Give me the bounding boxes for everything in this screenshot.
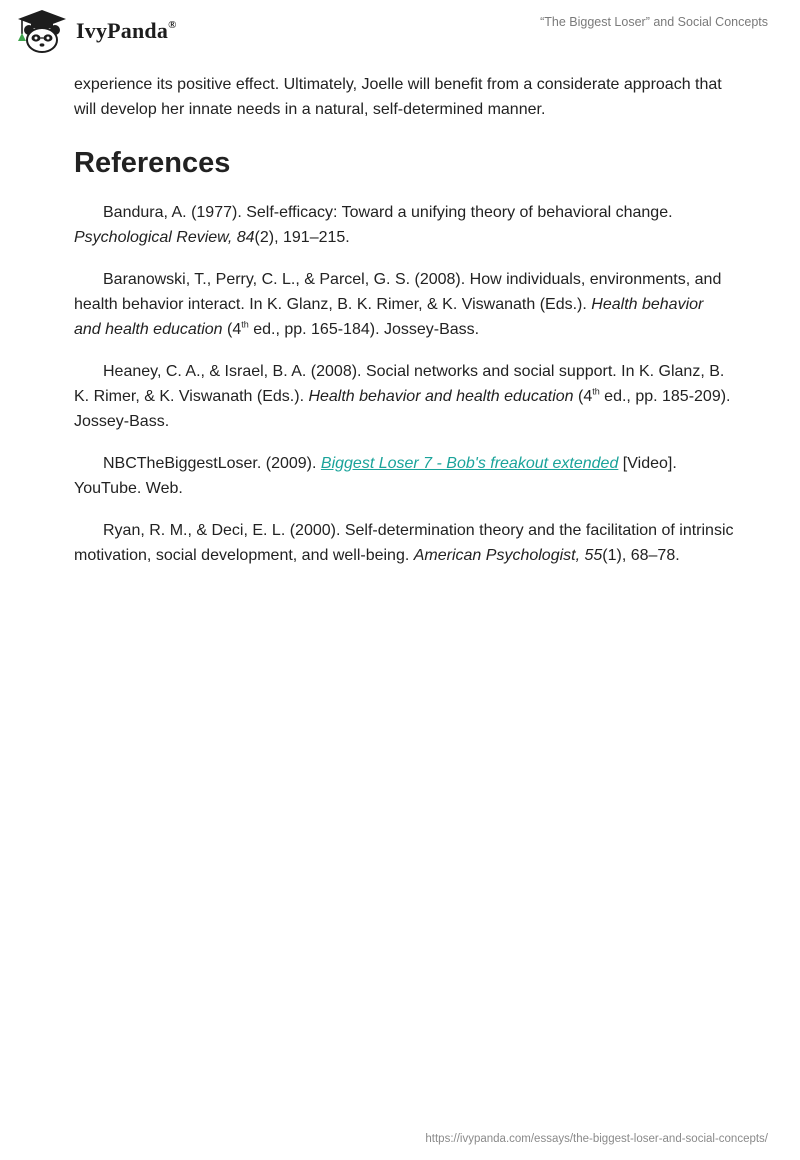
intro-paragraph: experience its positive effect. Ultimately, Joelle will benefit from a considerate approach that will develop her innate needs in a natural, self-determined manner.	[74, 76, 722, 118]
reference-item: Ryan, R. M., & Deci, E. L. (2000). Self-determination theory and the facilitation of intrinsic motivation, social development, and well-being. American Psychologist, 55(1), 68–78.	[74, 522, 734, 564]
document-body	[74, 72, 734, 585]
page-header	[0, 0, 800, 64]
logo-wordmark: IvyPanda®	[76, 18, 177, 43]
references-heading: References	[74, 147, 231, 179]
panda-graduate-icon	[14, 8, 70, 54]
ivypanda-logo[interactable]	[14, 8, 177, 54]
reference-item: Heaney, C. A., & Israel, B. A. (2008). Social networks and social support. In K. Glanz, B. K. Rimer, & K. Viswanath (Eds.). Health behavior and health education (4th ed., pp. 185-209). Jossey-Bass.	[74, 363, 731, 430]
video-reference-link[interactable]: Biggest Loser 7 - Bob's freakout extended	[320, 455, 619, 472]
registered-mark: ®	[168, 18, 177, 31]
reference-item: Baranowski, T., Perry, C. L., & Parcel, G. S. (2008). How individuals, environments, and health behavior interact. In K. Glanz, B. K. Rimer, & K. Viswanath (Eds.). Health behavior and health education (4th ed., pp. 165-184). Jossey-Bass.	[74, 271, 722, 338]
reference-item: NBCTheBiggestLoser. (2009). Biggest Loser 7 - Bob's freakout extended [Video]. YouTube. Web.	[74, 455, 677, 497]
reference-item: Bandura, A. (1977). Self-efficacy: Toward a unifying theory of behavioral change. Psychological Review, 84(2), 191–215.	[74, 204, 673, 246]
footer-url[interactable]: https://ivypanda.com/essays/the-biggest-loser-and-social-concepts/	[425, 1133, 768, 1145]
running-title: “The Biggest Loser” and Social Concepts	[540, 15, 768, 29]
